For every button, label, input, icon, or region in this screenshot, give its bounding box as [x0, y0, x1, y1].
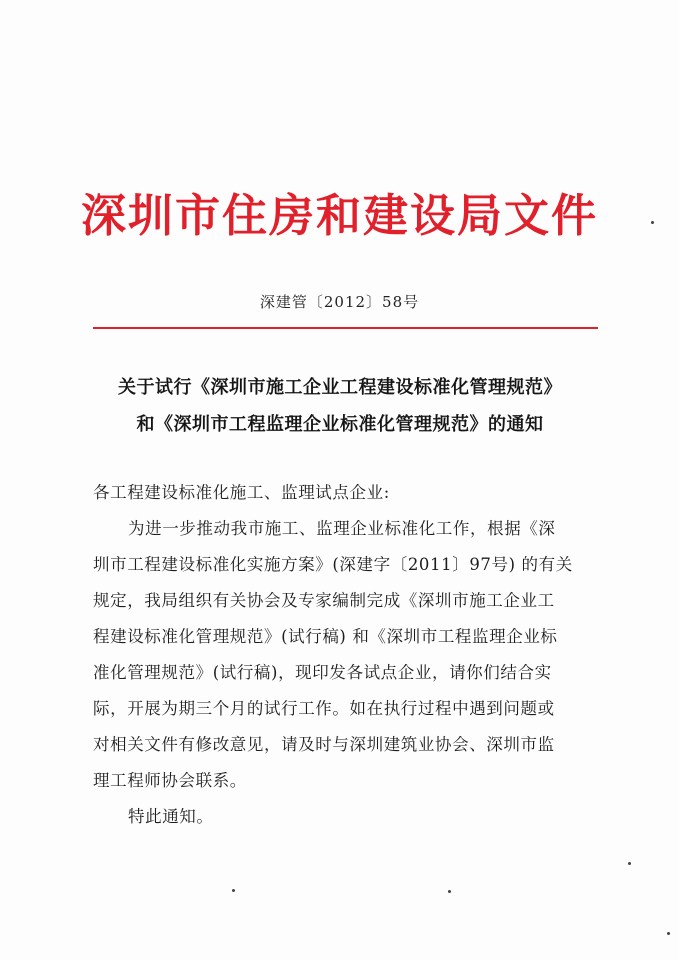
- issuer-header: 深圳市住房和建设局文件: [80, 189, 598, 242]
- body-line-1: 为进一步推动我市施工、监理企业标准化工作，根据《深: [128, 519, 556, 538]
- body-line-2: 圳市工程建设标准化实施方案》(深建字〔2011〕97号) 的有关: [93, 555, 573, 574]
- closing-remark: 特此通知。: [128, 807, 214, 826]
- body-line-8: 理工程师协会联系。: [93, 771, 247, 790]
- body-line-7: 对相关文件有修改意见，请及时与深圳建筑业协会、深圳市监: [93, 735, 555, 754]
- scan-speck: [667, 932, 670, 935]
- red-divider-line: [93, 327, 598, 329]
- body-line-6: 际，开展为期三个月的试行工作。如在执行过程中遇到问题或: [93, 699, 555, 718]
- body-line-4: 程建设标准化管理规范》(试行稿) 和《深圳市工程监理企业标: [93, 627, 558, 646]
- notice-title-line-2: 和《深圳市工程监理企业标准化管理规范》的通知: [136, 414, 544, 435]
- salutation: 各工程建设标准化施工、监理试点企业:: [93, 483, 390, 502]
- document-number: 深建管〔2012〕58号: [259, 293, 420, 311]
- scan-speck: [628, 862, 631, 865]
- scan-speck: [651, 221, 654, 224]
- body-line-5: 准化管理规范》(试行稿)，现印发各试点企业，请你们结合实: [93, 663, 552, 682]
- body-line-3: 规定，我局组织有关协会及专家编制完成《深圳市施工企业工: [93, 591, 555, 610]
- scan-speck: [448, 890, 451, 893]
- notice-title-line-1: 关于试行《深圳市施工企业工程建设标准化管理规范》: [118, 377, 562, 398]
- scan-speck: [232, 889, 235, 892]
